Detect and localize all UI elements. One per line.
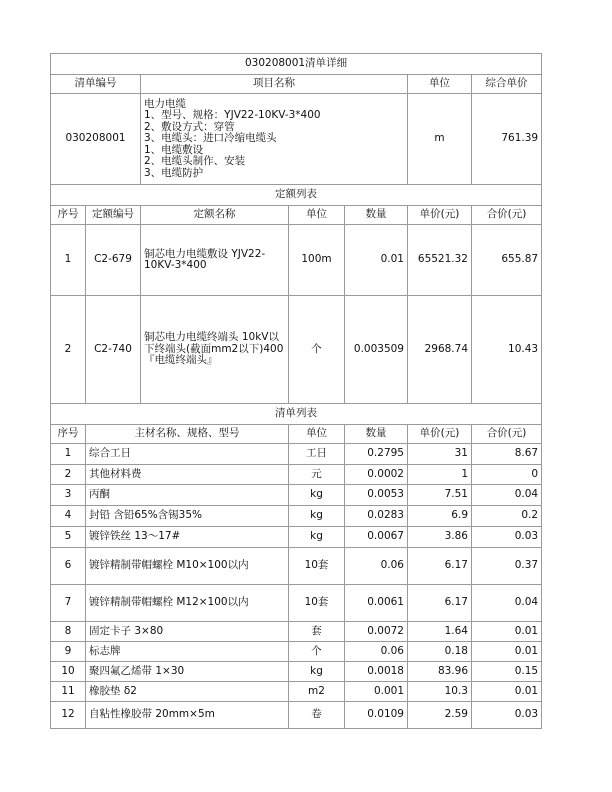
quota-code: C2-679 [86, 225, 141, 296]
material-no: 1 [51, 444, 86, 465]
bill-desc-line: 1、电缆敷设 [144, 143, 204, 156]
material-price: 7.51 [408, 485, 472, 506]
material-qty: 0.0018 [345, 662, 408, 682]
material-price: 31 [408, 444, 472, 465]
material-price: 3.86 [408, 527, 472, 548]
material-qty: 0.0283 [345, 506, 408, 527]
material-no: 6 [51, 548, 86, 585]
material-row [51, 548, 542, 585]
material-row [51, 485, 542, 506]
quota-name-header: 定额名称 [141, 206, 289, 225]
bill-desc-line: 3、电缆防护 [144, 166, 204, 179]
quota-no: 1 [51, 225, 86, 296]
material-unit: kg [289, 506, 345, 527]
bill-desc-line: 2、电缆头制作、安装 [144, 155, 246, 168]
material-name: 标志牌 [86, 642, 289, 662]
material-total: 0.01 [472, 642, 542, 662]
material-qty: 0.001 [345, 682, 408, 702]
material-total: 0.2 [472, 506, 542, 527]
bill-detail-table [50, 53, 542, 729]
quota-name: 铜芯电力电缆敷设 YJV22-10KV-3*400 [141, 225, 289, 296]
material-name: 橡胶垫 δ2 [86, 682, 289, 702]
quota-total: 655.87 [472, 225, 542, 296]
bill-unit-price: 761.39 [472, 94, 542, 185]
bill-desc-line: 1、型号、规格：YJV22-10KV-3*400 [144, 109, 321, 122]
material-no: 10 [51, 662, 86, 682]
material-unit-header: 单位 [289, 425, 345, 444]
material-total-header: 合价(元) [472, 425, 542, 444]
material-qty: 0.0067 [345, 527, 408, 548]
material-row [51, 702, 542, 729]
material-price: 6.9 [408, 506, 472, 527]
material-name: 其他材料费 [86, 465, 289, 485]
material-qty-header: 数量 [345, 425, 408, 444]
material-unit: kg [289, 662, 345, 682]
material-no: 9 [51, 642, 86, 662]
material-price-header: 单价(元) [408, 425, 472, 444]
material-total: 0.04 [472, 485, 542, 506]
material-no: 7 [51, 585, 86, 622]
quota-unit: 100m [289, 225, 345, 296]
quota-total-header: 合价(元) [472, 206, 542, 225]
quota-price: 65521.32 [408, 225, 472, 296]
quota-qty: 0.01 [345, 225, 408, 296]
material-total: 0.37 [472, 548, 542, 585]
material-total: 0.04 [472, 585, 542, 622]
bill-code: 030208001 [51, 94, 141, 185]
quota-qty-header: 数量 [345, 206, 408, 225]
material-unit: 10套 [289, 548, 345, 585]
material-no: 8 [51, 622, 86, 642]
material-section-title: 清单列表 [51, 404, 542, 425]
material-row [51, 642, 542, 662]
bill-price-header: 综合单价 [472, 75, 542, 94]
material-name: 镀锌精制带帽螺栓 M10×100以内 [86, 548, 289, 585]
material-price: 6.17 [408, 548, 472, 585]
material-name: 固定卡子 3×80 [86, 622, 289, 642]
material-unit: 10套 [289, 585, 345, 622]
material-name-header: 主材名称、规格、型号 [86, 425, 289, 444]
quota-price: 2968.74 [408, 296, 472, 404]
material-unit: 套 [289, 622, 345, 642]
material-unit: 元 [289, 465, 345, 485]
table-title: 030208001清单详细 [51, 54, 542, 75]
material-total: 0 [472, 465, 542, 485]
material-name: 丙酮 [86, 485, 289, 506]
material-qty: 0.0072 [345, 622, 408, 642]
material-row [51, 444, 542, 465]
material-total: 0.01 [472, 682, 542, 702]
material-row [51, 662, 542, 682]
material-unit: kg [289, 485, 345, 506]
material-price: 83.96 [408, 662, 472, 682]
material-total: 0.03 [472, 527, 542, 548]
bill-unit-header: 单位 [408, 75, 472, 94]
quota-price-header: 单价(元) [408, 206, 472, 225]
material-price: 6.17 [408, 585, 472, 622]
quota-unit: 个 [289, 296, 345, 404]
material-total: 0.15 [472, 662, 542, 682]
material-no: 2 [51, 465, 86, 485]
material-price: 1 [408, 465, 472, 485]
bill-desc-line: 3、电缆头：进口冷缩电缆头 [144, 132, 277, 145]
material-row [51, 682, 542, 702]
bill-code-header: 清单编号 [51, 75, 141, 94]
material-price: 10.3 [408, 682, 472, 702]
material-price: 1.64 [408, 622, 472, 642]
material-no: 5 [51, 527, 86, 548]
material-qty: 0.0053 [345, 485, 408, 506]
bill-unit: m [408, 94, 472, 185]
bill-desc-line: 电力电缆 [144, 97, 186, 110]
material-unit: 个 [289, 642, 345, 662]
quota-name: 铜芯电力电缆终端头 10kV以下终端头(截面mm2以下)400『电缆终端头』 [141, 296, 289, 404]
material-name: 自粘性橡胶带 20mm×5m [86, 702, 289, 729]
material-no: 11 [51, 682, 86, 702]
material-price: 2.59 [408, 702, 472, 729]
material-unit: m2 [289, 682, 345, 702]
quota-code-header: 定额编号 [86, 206, 141, 225]
quota-code: C2-740 [86, 296, 141, 404]
bill-name-header: 项目名称 [141, 75, 408, 94]
material-row [51, 622, 542, 642]
material-name: 镀锌铁丝 13～17# [86, 527, 289, 548]
material-unit: kg [289, 527, 345, 548]
quota-unit-header: 单位 [289, 206, 345, 225]
quota-total: 10.43 [472, 296, 542, 404]
bill-description [141, 94, 408, 185]
material-row [51, 527, 542, 548]
material-qty: 0.0109 [345, 702, 408, 729]
material-row [51, 585, 542, 622]
material-name: 综合工日 [86, 444, 289, 465]
material-row [51, 506, 542, 527]
material-no: 4 [51, 506, 86, 527]
material-qty: 0.0002 [345, 465, 408, 485]
material-price: 0.18 [408, 642, 472, 662]
material-total: 0.01 [472, 622, 542, 642]
material-unit: 卷 [289, 702, 345, 729]
material-total: 0.03 [472, 702, 542, 729]
material-row [51, 465, 542, 485]
material-no: 3 [51, 485, 86, 506]
quota-no-header: 序号 [51, 206, 86, 225]
material-no: 12 [51, 702, 86, 729]
material-qty: 0.06 [345, 642, 408, 662]
material-unit: 工日 [289, 444, 345, 465]
material-name: 聚四氟乙烯带 1×30 [86, 662, 289, 682]
material-no-header: 序号 [51, 425, 86, 444]
quota-section-title: 定额列表 [51, 185, 542, 206]
material-qty: 0.06 [345, 548, 408, 585]
bill-desc-line: 2、敷设方式：穿管 [144, 120, 235, 133]
quota-qty: 0.003509 [345, 296, 408, 404]
material-name: 封铅 含铅65%含锡35% [86, 506, 289, 527]
material-qty: 0.2795 [345, 444, 408, 465]
material-name: 镀锌精制带帽螺栓 M12×100以内 [86, 585, 289, 622]
quota-row [51, 225, 542, 296]
quota-row [51, 296, 542, 404]
material-qty: 0.0061 [345, 585, 408, 622]
material-total: 8.67 [472, 444, 542, 465]
quota-no: 2 [51, 296, 86, 404]
